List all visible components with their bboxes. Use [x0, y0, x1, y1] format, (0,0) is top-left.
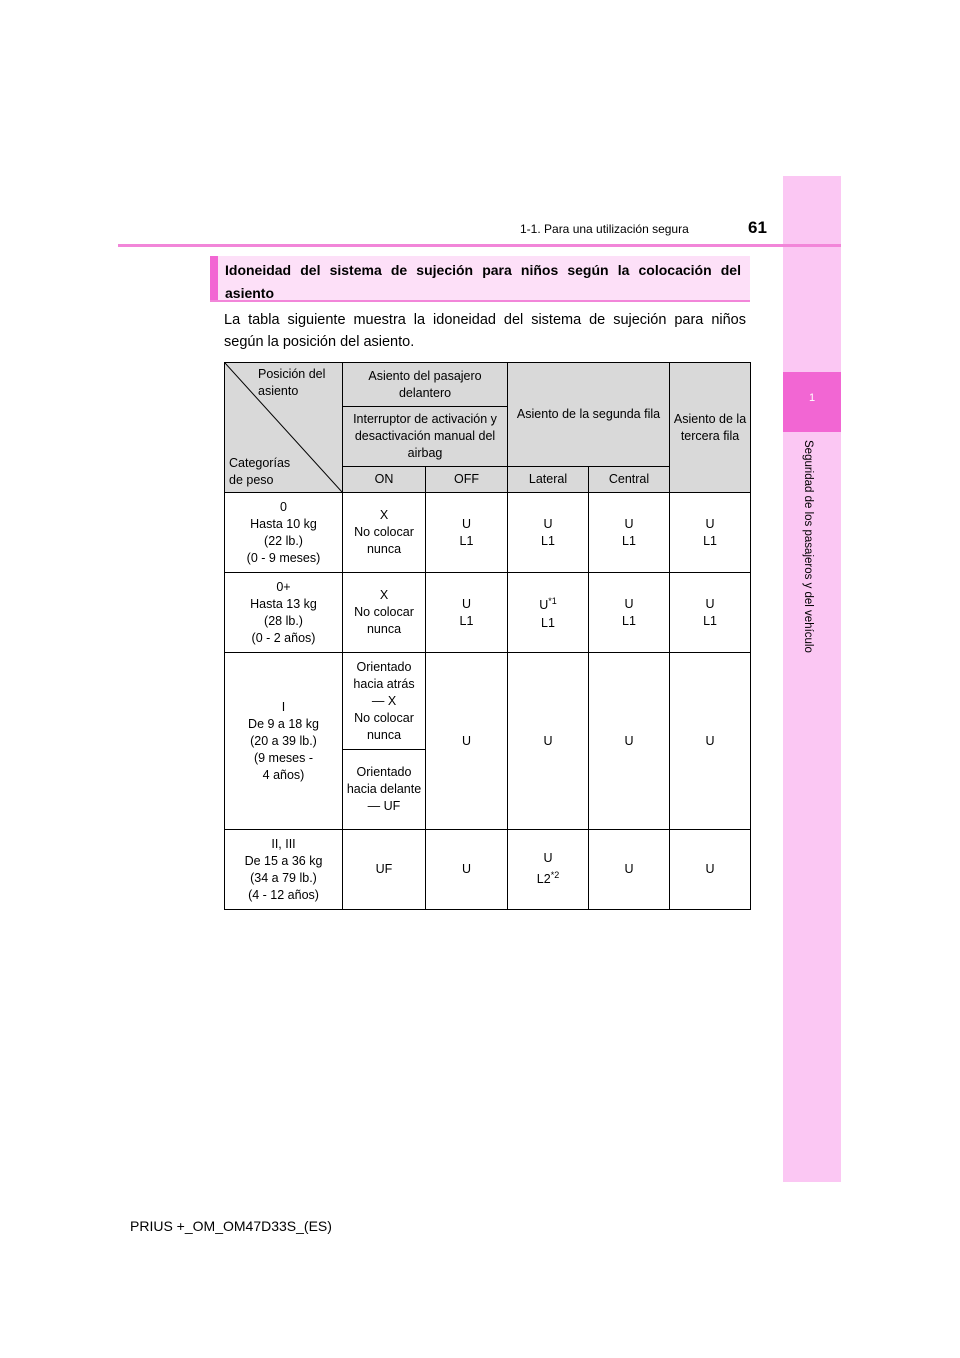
- cell-lateral: $U^{*1}$ L1: [508, 573, 589, 653]
- cell-on-rear-facing: Orientado hacia atrás — X No colocar nunca: [343, 653, 426, 750]
- category-cell: II, III De 15 a 36 kg (34 a 79 lb.) (4 - 12 años): [225, 830, 343, 910]
- table-row: [225, 493, 751, 573]
- chapter-number: 1: [808, 392, 816, 404]
- header-central: Central: [589, 467, 670, 493]
- corner-seat-position: Posición del asiento: [258, 367, 326, 398]
- header-airbag-switch: Interruptor de activación y desactivación manual del airbag: [343, 407, 508, 467]
- cell-third: U: [670, 830, 751, 910]
- subsection-title: Idoneidad del sistema de sujeción para niños según la colocación del asiento: [225, 262, 741, 301]
- cell-third: U L1: [670, 493, 751, 573]
- header-off: OFF: [426, 467, 508, 493]
- header-lateral: Lateral: [508, 467, 589, 493]
- category-cell: 0 Hasta 10 kg (22 lb.) (0 - 9 meses): [225, 493, 343, 573]
- page-number: 61: [748, 218, 767, 237]
- note-ref: *2: [550, 870, 560, 881]
- header-on: ON: [343, 467, 426, 493]
- cell-third: U L1: [670, 573, 751, 653]
- cell-lateral: U: [508, 653, 589, 830]
- category-cell: I De 9 a 18 kg (20 a 39 lb.) (9 meses - 4 años): [225, 653, 343, 830]
- header-second-row: Asiento de la segunda fila: [508, 363, 670, 467]
- cell-on: UF: [343, 830, 426, 910]
- cell-central: U L1: [589, 573, 670, 653]
- cell-third: U: [670, 653, 751, 830]
- section-header: 1-1. Para una utilización segura: [520, 222, 689, 236]
- header-third-row: Asiento de la tercera fila: [670, 363, 751, 493]
- category-cell: 0+ Hasta 13 kg (28 lb.) (0 - 2 años): [225, 573, 343, 653]
- cell-lateral: U L2$^{*2}$: [508, 830, 589, 910]
- cell-off: U L1: [426, 573, 508, 653]
- cell-central: U L1: [589, 493, 670, 573]
- suitability-table: [224, 362, 751, 910]
- header-rule: [118, 244, 841, 247]
- table-row: [225, 830, 751, 910]
- cell-on: X No colocar nunca: [343, 573, 426, 653]
- table-row: [225, 653, 751, 750]
- cell-central: U: [589, 653, 670, 830]
- intro-paragraph: La tabla siguiente muestra la idoneidad del sistema de sujeción para niños según la posición del asiento.: [224, 312, 746, 350]
- table-corner-cell: [225, 363, 343, 493]
- table-row: [225, 573, 751, 653]
- note-ref: *1: [548, 596, 557, 607]
- cell-lateral: U L1: [508, 493, 589, 573]
- cell-central: U: [589, 830, 670, 910]
- cell-off: U: [426, 653, 508, 830]
- cell-on-forward-facing: Orientado hacia delante — UF: [343, 750, 426, 830]
- page-footer: PRIUS +_OM_OM47D33S_(ES): [130, 1218, 332, 1234]
- title-accent-bar: [210, 256, 218, 300]
- corner-weight-categories: Categorías de peso: [229, 456, 291, 487]
- cell-off: U: [426, 830, 508, 910]
- cell-on: X No colocar nunca: [343, 493, 426, 573]
- subsection-title-box: [210, 256, 750, 302]
- header-front-passenger: Asiento del pasajero delantero: [343, 363, 508, 407]
- cell-off: U L1: [426, 493, 508, 573]
- chapter-title-vertical: Seguridad de los pasajeros y del vehículo: [802, 440, 814, 653]
